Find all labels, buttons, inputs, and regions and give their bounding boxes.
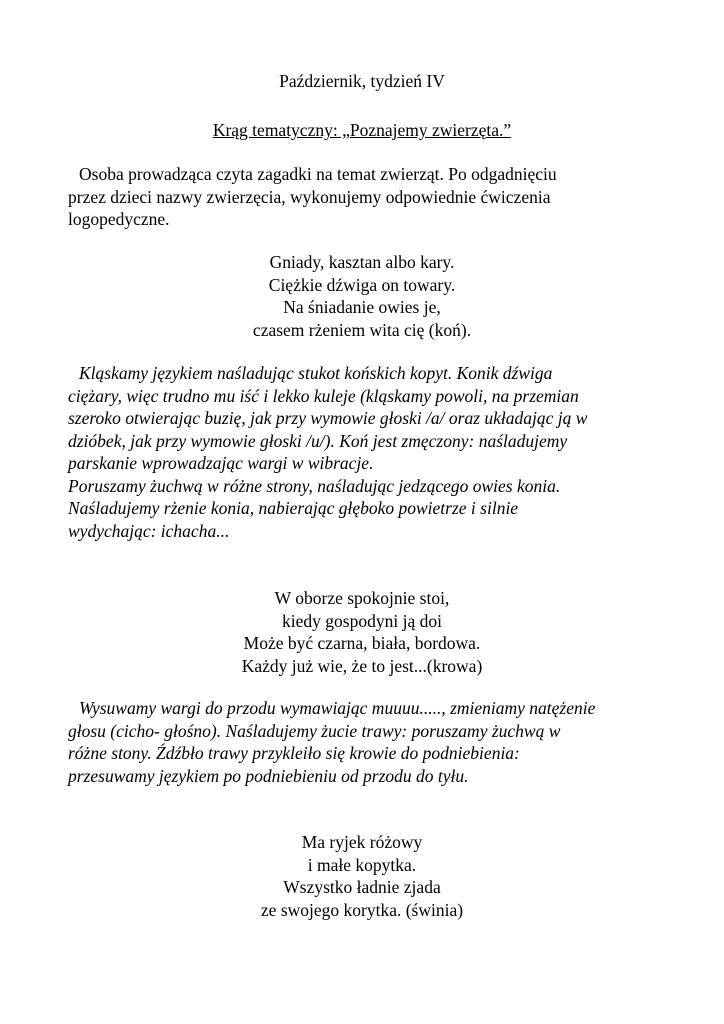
riddle-pig [0,831,724,921]
riddle-line: Gniady, kasztan albo kary. [269,252,455,272]
riddle-line: Wszystko ładnie zjada [283,877,441,897]
riddle-cow [0,587,724,677]
riddle-line: Na śniadanie owies je, [283,297,441,317]
riddle-line: Ma ryjek różowy [301,832,423,852]
exercise-line: wydychając: ichacha... [68,520,230,541]
exercise-line: Naśladujemy rżenie konia, nabierając głęboko powietrze i silnie [68,498,519,518]
exercise-line: głosu (cicho- głośno). Naśladujemy żucie trawy: poruszamy żuchwą w [68,720,561,741]
exercise-line: różne stony. Źdźbło trawy przykleiło się krowie do podniebienia: [68,743,520,763]
exercise-line: przesuwamy językiem po podniebieniu od przodu do tyłu. [68,765,469,786]
exercise-line: Poruszamy żuchwą w różne strony, naśladując jedzącego owies konia. [68,475,561,496]
exercise-line: szeroko otwierając buzię, jak przy wymowie głoski /a/ oraz układając ją w [68,408,588,428]
riddle-line: W oborze spokojnie stoi, [274,588,450,608]
exercise-cow-paragraph [68,697,668,787]
theme-heading [0,119,724,142]
title-line: Październik, tydzień IV [279,71,445,91]
riddle-line: Każdy już wie, że to jest...(krowa) [241,655,483,676]
exercise-line: Kląskamy językiem naśladując stukot końskich kopyt. Konik dźwiga [79,363,553,383]
exercise-line: Wysuwamy wargi do przodu wymawiając muuuu....., zmieniamy natężenie [79,698,596,718]
exercise-line: parskanie wprowadzając wargi w wibracje. [68,453,374,473]
exercise-line: ciężary, więc trudno mu iść i lekko kuleje (kląskamy powoli, na przemian [68,385,579,406]
riddle-line: kiedy gospodyni ją doi [282,610,442,631]
theme-line: Krąg tematyczny: „Poznajemy zwierzęta.” [212,120,512,140]
intro-paragraph [68,163,668,231]
intro-line: Osoba prowadząca czyta zagadki na temat zwierząt. Po odgadnięciu [79,164,557,184]
page-title [0,70,724,93]
riddle-line: czasem rżeniem wita cię (koń). [252,319,472,340]
riddle-line: i małe kopytka. [307,854,417,875]
riddle-line: Może być czarna, biała, bordowa. [243,633,481,653]
exercise-line: dzióbek, jak przy wymowie głoski /u/). Koń jest zmęczony: naśladujemy [68,430,568,451]
riddle-horse [0,251,724,341]
riddle-line: ze swojego korytka. (świnia) [260,899,464,920]
intro-line: przez dzieci nazwy zwierzęcia, wykonujemy odpowiednie ćwiczenia [68,186,551,207]
exercise-horse-paragraph [68,362,668,542]
riddle-line: Ciężkie dźwiga on towary. [268,274,456,295]
intro-line: logopedyczne. [68,209,170,229]
